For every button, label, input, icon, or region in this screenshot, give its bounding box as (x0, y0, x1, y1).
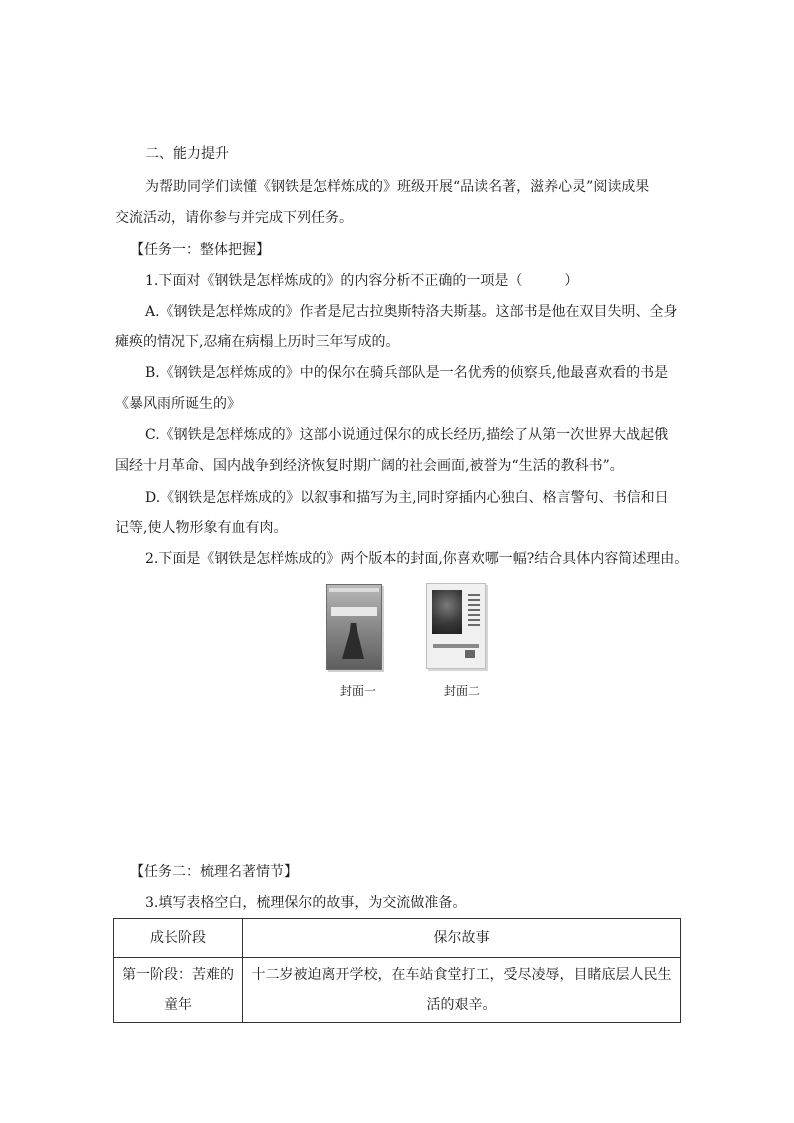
question-3: 3.填写表格空白，梳理保尔的故事，为交流做准备。 (145, 895, 467, 911)
cover-1-caption: 封面一 (340, 684, 377, 698)
cover-2-strip (433, 644, 479, 648)
intro-line-1: 为帮助同学们读懂《钢铁是怎样炼成的》班级开展“品读名著，滋养心灵”阅读成果 (145, 179, 650, 195)
option-d-line-2: 记等,使人物形象有血有肉。 (115, 520, 288, 536)
table-cell-stage: 第一阶段：苦难的童年 (114, 958, 243, 1023)
option-a-line-2: 瘫痪的情况下,忍痛在病榻上历时三年写成的。 (115, 334, 400, 350)
option-b-line-1: B.《钢铁是怎样炼成的》中的保尔在骑兵部队是一名优秀的侦察兵,他最喜欢看的书是 (145, 365, 669, 381)
table-header-story: 保尔故事 (243, 919, 681, 958)
cover-1-top-band (329, 588, 379, 592)
cover-1-figure (342, 623, 364, 659)
table-cell-story: 十二岁被迫离开学校，在车站食堂打工，受尽凌辱，目睹底层人民生活的艰辛。 (243, 958, 681, 1023)
option-d-line-1: D.《钢铁是怎样炼成的》以叙事和描写为主,同时穿插内心独白、格言警句、书信和日 (145, 490, 669, 506)
book-cover-2-image (426, 583, 486, 669)
option-a-line-1: A.《钢铁是怎样炼成的》作者是尼古拉奥斯特洛夫斯基。这部书是他在双目失明、全身 (145, 304, 678, 320)
intro-line-2: 交流活动，请你参与并完成下列任务。 (115, 210, 353, 226)
task2-heading: 【任务二：梳理名著情节】 (130, 864, 298, 880)
option-c-line-1: C.《钢铁是怎样炼成的》这部小说通过保尔的成长经历,描绘了从第一次世界大战起俄 (145, 427, 669, 443)
table-header-stage: 成长阶段 (114, 919, 243, 958)
story-table (113, 918, 681, 1023)
task1-heading: 【任务一：整体把握】 (130, 242, 270, 258)
cover-2-caption: 封面二 (444, 684, 481, 698)
option-c-line-2: 国经十月革命、国内战争到经济恢复时期广阔的社会画面,被誉为“生活的教科书”。 (115, 458, 624, 474)
cover-2-portrait (432, 590, 462, 634)
cover-2-vertical-title (468, 594, 480, 628)
section-title: 二、能力提升 (145, 146, 229, 162)
cover-2-publisher-logo (465, 650, 475, 658)
question-1: 1.下面对《钢铁是怎样炼成的》的内容分析不正确的一项是（ ） (145, 273, 579, 289)
book-cover-1-image (326, 584, 382, 670)
question-2: 2.下面是《钢铁是怎样炼成的》两个版本的封面,你喜欢哪一幅?结合具体内容简述理由。 (145, 551, 689, 567)
option-b-line-2: 《暴风雨所诞生的》 (115, 396, 241, 412)
cover-1-title-band (331, 607, 377, 616)
table-header-row (114, 919, 681, 958)
table-row (114, 958, 681, 1023)
